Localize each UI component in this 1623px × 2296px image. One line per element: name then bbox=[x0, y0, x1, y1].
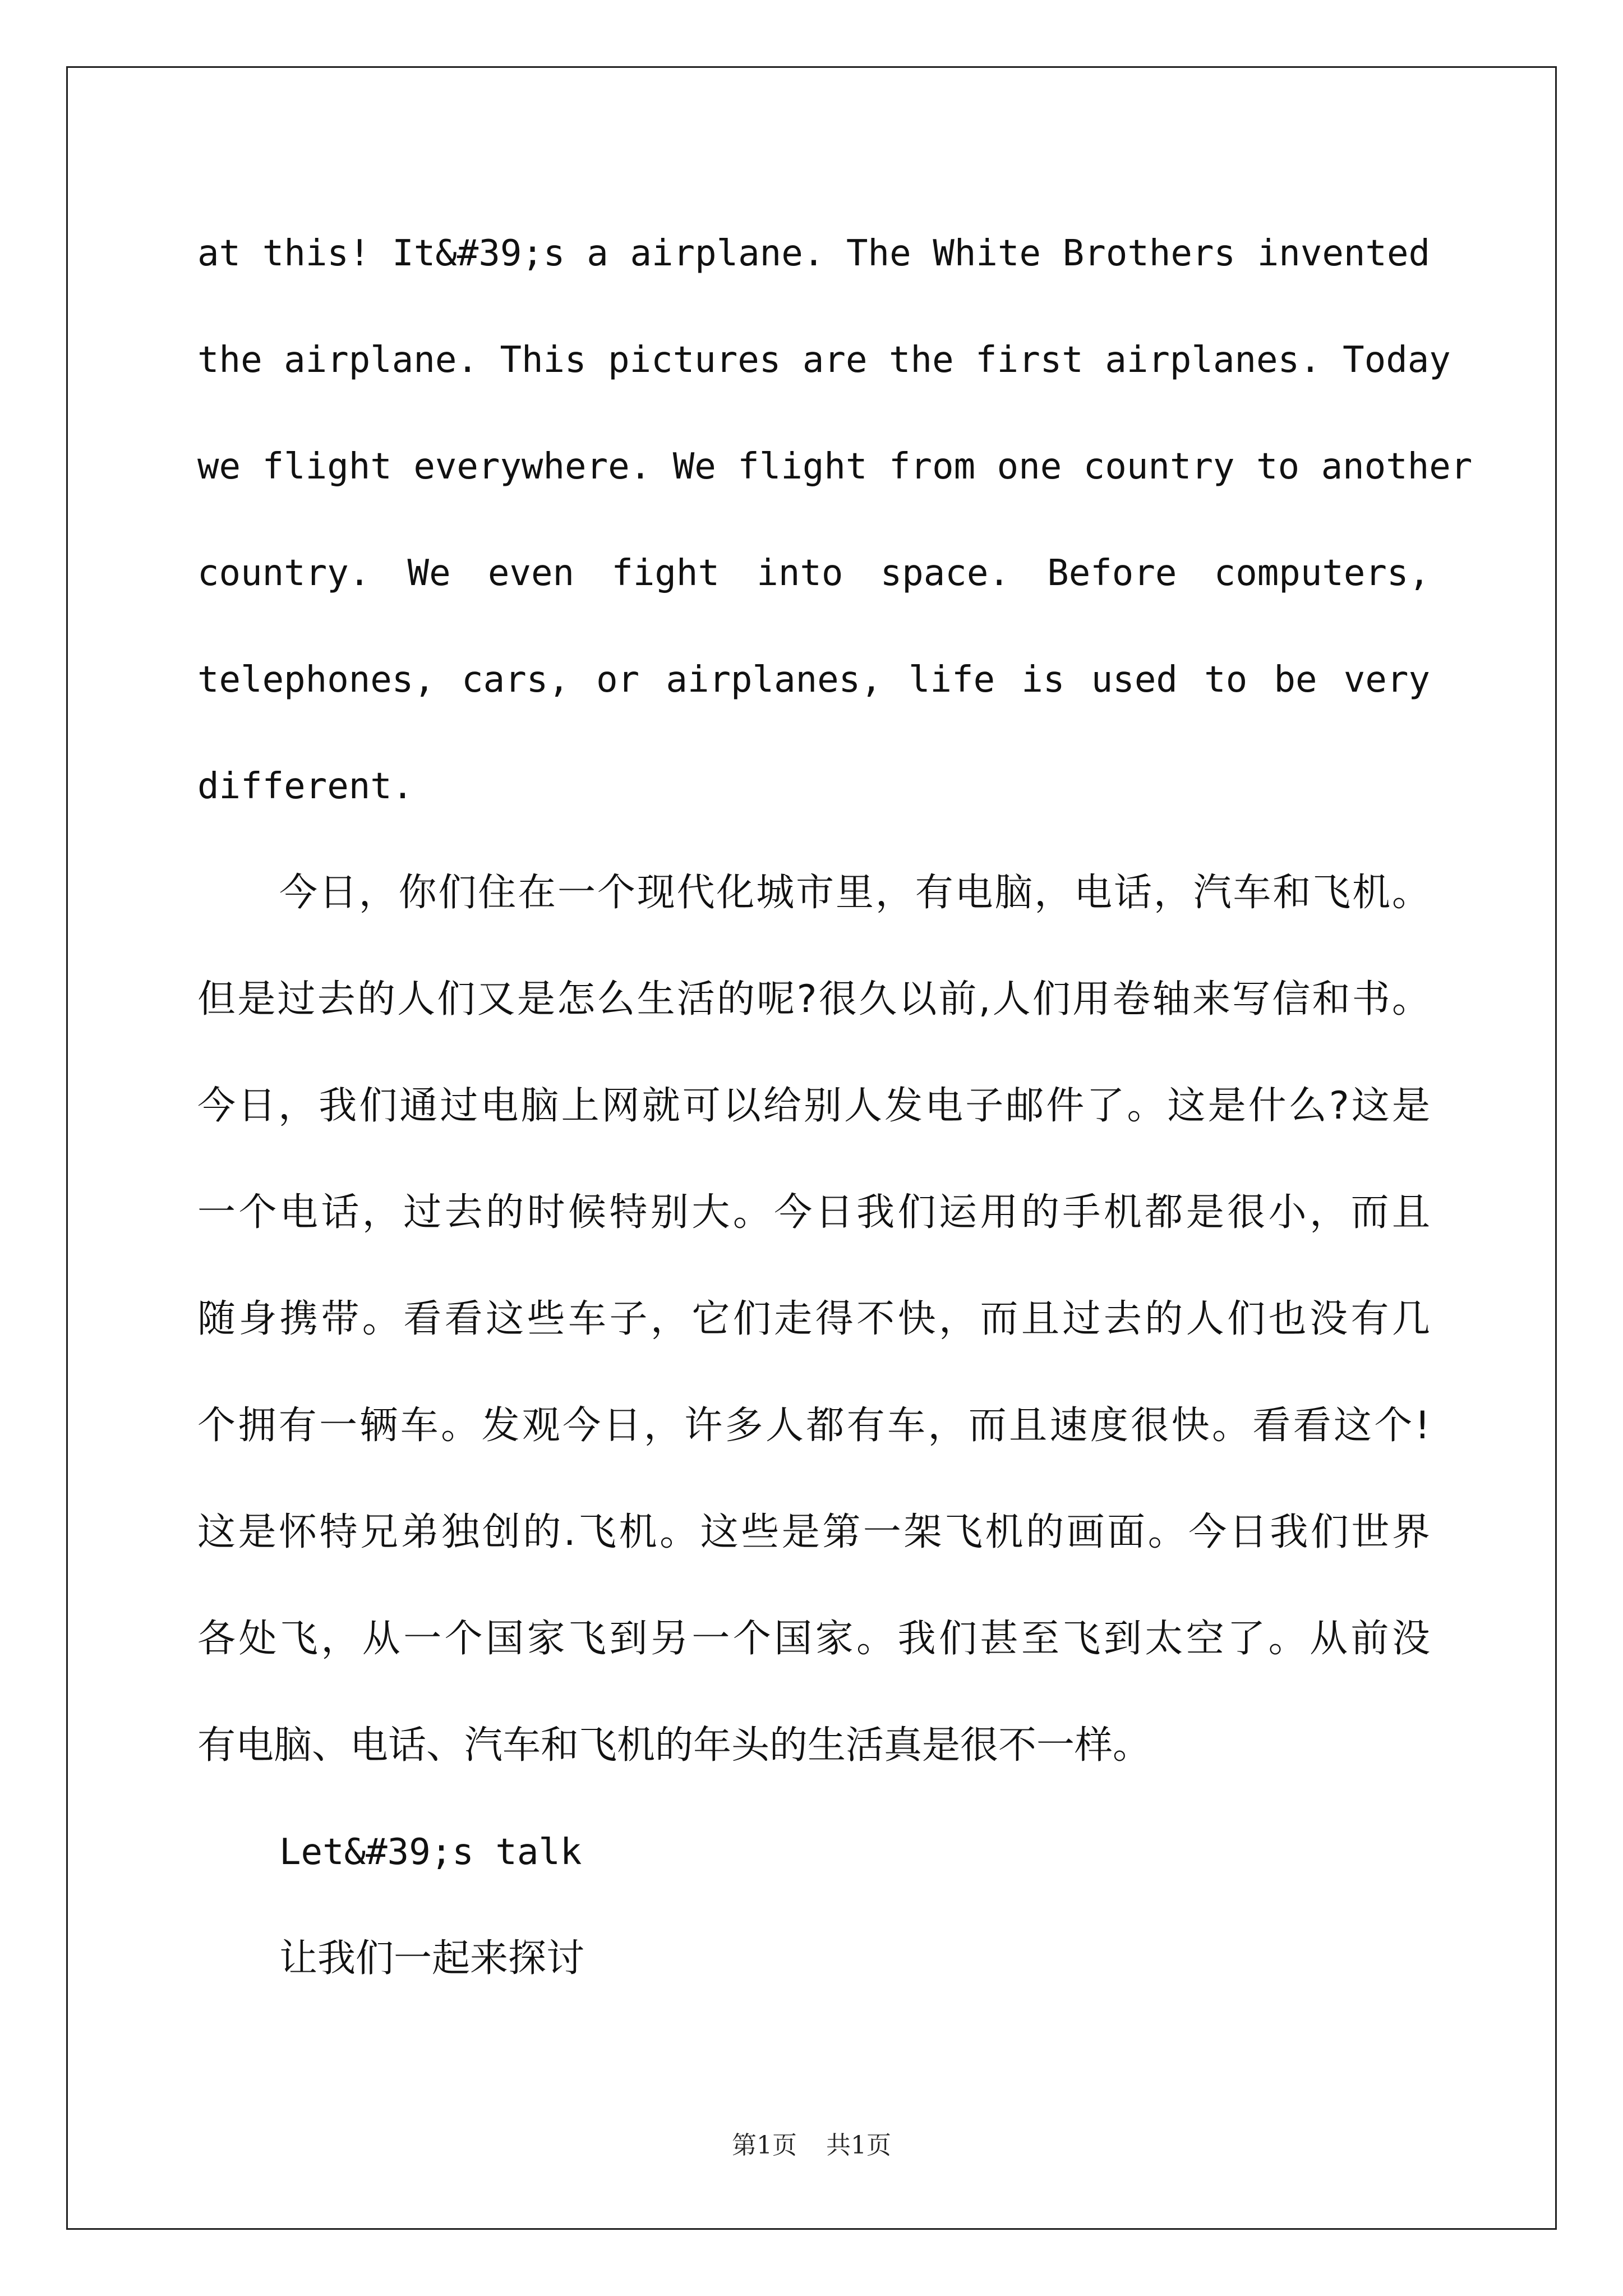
text-line: country. We even fight into space. Before computers, bbox=[197, 553, 1430, 594]
text-line: 但是过去的人们又是怎么生活的呢?很久以前,人们用卷轴来写信和书。 bbox=[197, 977, 1430, 1022]
page-footer bbox=[0, 2125, 1623, 2161]
section-heading-english: Let&#39;s talk bbox=[279, 1832, 582, 1873]
chinese-paragraph bbox=[197, 859, 1430, 1819]
section-heading-chinese: 让我们一起来探讨 bbox=[279, 1936, 585, 1981]
text-line: 这是怀特兄弟独创的.飞机。这些是第一架飞机的画面。今日我们世界 bbox=[197, 1510, 1430, 1554]
text-line: different. bbox=[197, 766, 414, 807]
text-line: 有电脑、电话、汽车和飞机的年头的生活真是很不一样。 bbox=[197, 1723, 1151, 1768]
text-line: 今日，你们住在一个现代化城市里，有电脑，电话，汽车和飞机。 bbox=[279, 871, 1430, 915]
page-number-current: 第1页 bbox=[732, 2131, 797, 2160]
text-line: 各处飞，从一个国家飞到另一个国家。我们甚至飞到太空了。从前没 bbox=[197, 1617, 1430, 1661]
text-line: 今日，我们通过电脑上网就可以给别人发电子邮件了。这是什么?这是 bbox=[197, 1084, 1430, 1128]
text-line: we flight everywhere. We flight from one country to another bbox=[197, 446, 1473, 487]
text-line: 一个电话，过去的时候特别大。今日我们运用的手机都是很小，而且 bbox=[197, 1190, 1430, 1235]
document-body bbox=[197, 220, 1473, 2032]
text-line: 个拥有一辆车。发观今日，许多人都有车，而且速度很快。看看这个! bbox=[197, 1404, 1430, 1448]
text-line: the airplane. This pictures are the first airplanes. Today bbox=[197, 339, 1451, 381]
text-line: 随身携带。看看这些车子，它们走得不快，而且过去的人们也没有几 bbox=[197, 1297, 1430, 1341]
english-paragraph bbox=[197, 220, 1473, 859]
page-number-total: 共1页 bbox=[826, 2131, 891, 2160]
text-line: telephones, cars, or airplanes, life is used to be very bbox=[197, 659, 1430, 701]
text-line: at this! It&#39;s a airplane. The White Brothers invented bbox=[197, 233, 1430, 274]
